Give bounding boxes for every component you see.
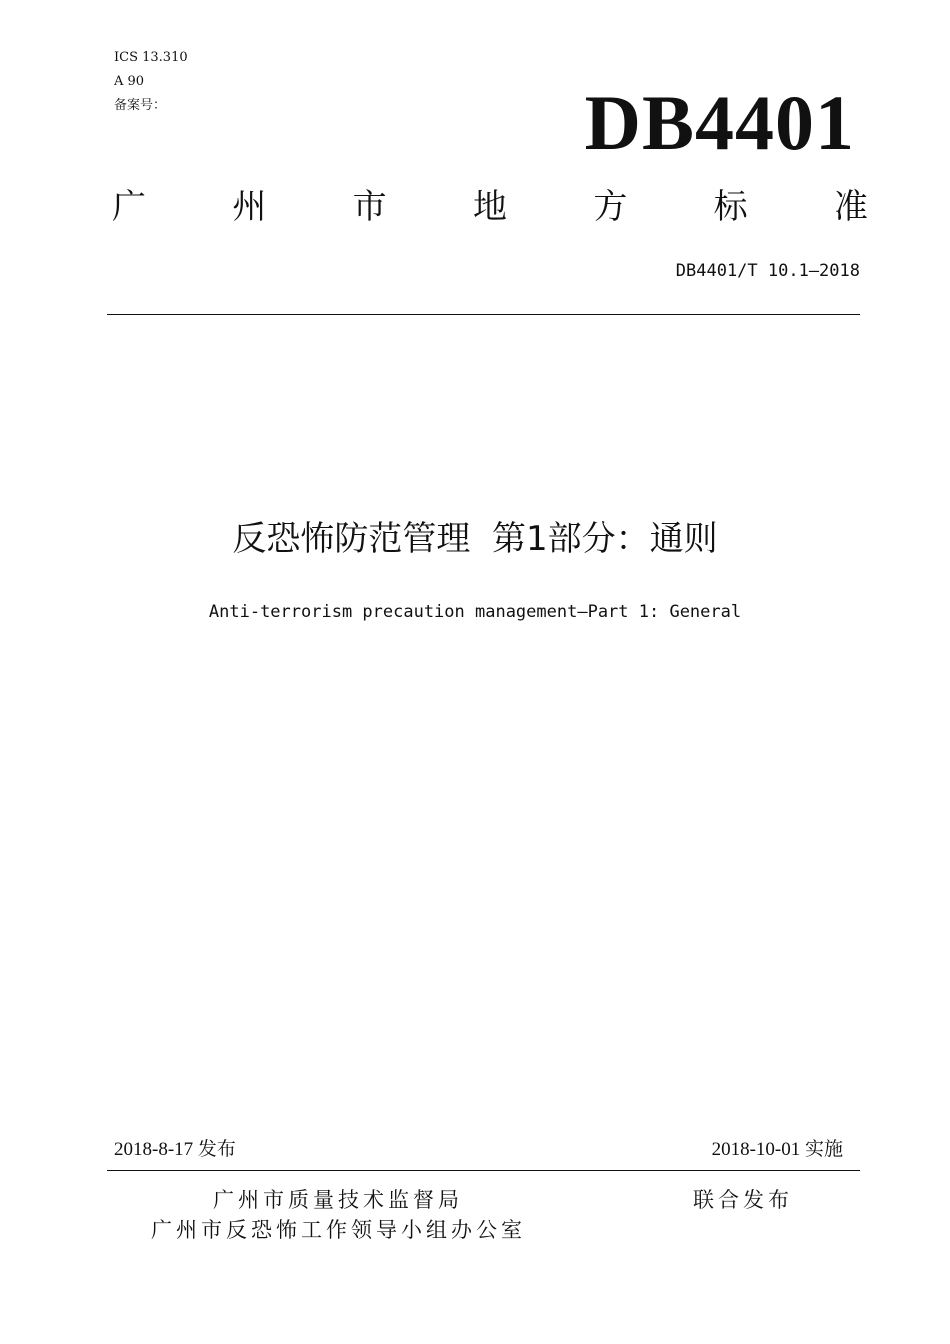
standard-type-char: 州 [232, 187, 267, 227]
standard-type-char: 市 [352, 187, 387, 227]
standard-number: DB4401/T 10.1—2018 [675, 261, 860, 281]
standard-type-heading [112, 185, 868, 229]
standard-type-char: 标 [713, 187, 748, 227]
implementation-date: 2018-10-01 实施 [711, 1139, 843, 1160]
standard-type-char: 方 [593, 187, 628, 227]
standard-type-char: 地 [472, 187, 507, 227]
record-number-label: 备案号： [114, 98, 167, 113]
ics-code: ICS 13.310 [114, 50, 188, 65]
document-title-chinese: 反恐怖防范管理 第1部分：通则 [232, 519, 718, 559]
issuer-antiterrorism-office: 广州市反恐怖工作领导小组办公室 [151, 1218, 526, 1242]
publish-date: 2018-8-17 发布 [114, 1139, 236, 1160]
document-title-english: Anti-terrorism precaution management—Part 1: General [208, 602, 742, 622]
issuer-quality-bureau: 广州市质量技术监督局 [213, 1188, 463, 1212]
header-divider [107, 314, 860, 315]
standard-code-logo: DB4401 [584, 79, 855, 166]
joint-release-label: 联合发布 [693, 1188, 793, 1212]
standard-type-char: 广 [112, 187, 146, 227]
footer-divider [107, 1170, 860, 1171]
classification-code: A 90 [114, 74, 145, 89]
standard-type-char: 准 [833, 187, 868, 227]
